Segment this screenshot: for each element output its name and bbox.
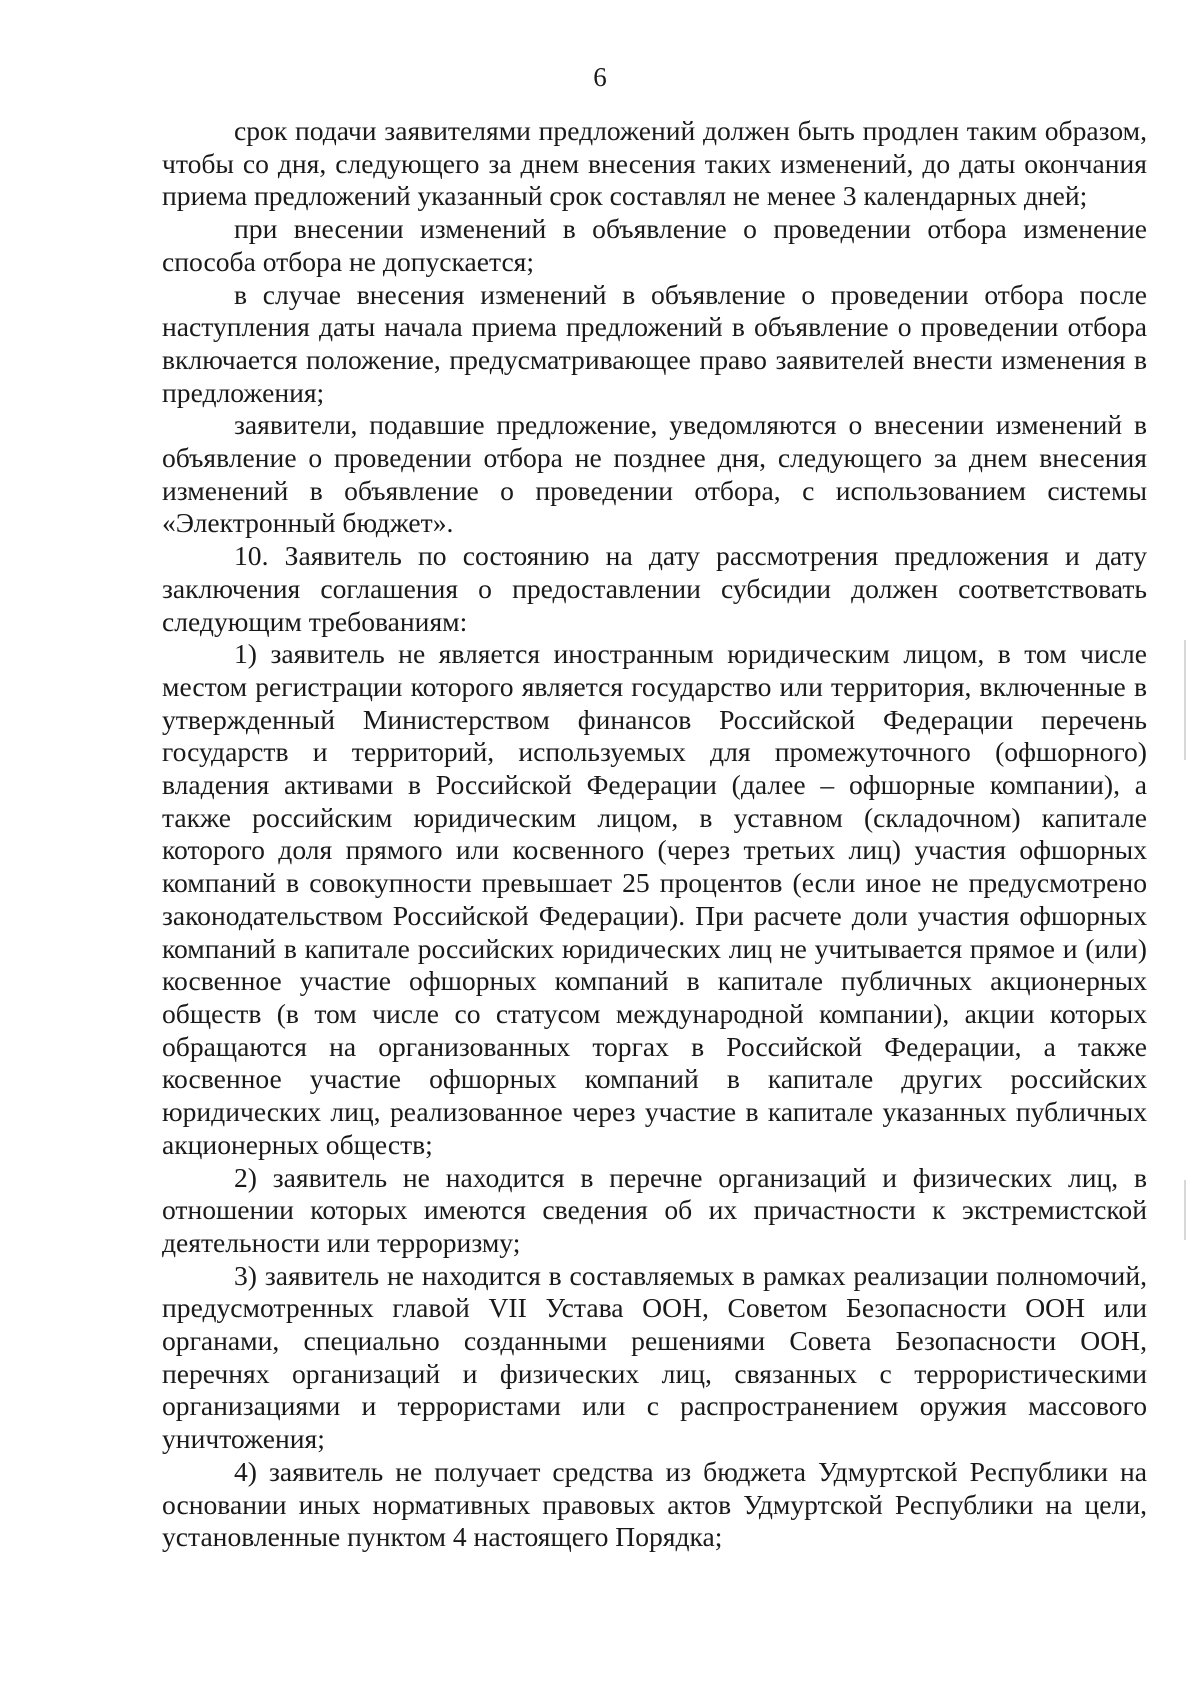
paragraph-requirement-3: 3) заявитель не находится в составляемых в рамках реализации полномочий, предусмотренных главой VII Устава ООН, Советом Безопасности ООН или органами, специально созданными решениями Совета Безопасности ООН, перечнях организаций и физических лиц, связанных с террористическими организациями и террористами или с распространением оружия массового уничтожения; — [162, 1259, 1147, 1455]
paragraph-requirement-2: 2) заявитель не находится в перечне организаций и физических лиц, в отношении которых имеются сведения об их причастности к экстремистской деятельности или терроризму; — [162, 1161, 1147, 1258]
scan-edge-mark — [1184, 1180, 1186, 1240]
paragraph-changes-after-start: в случае внесения изменений в объявление о проведении отбора после наступления даты начала приема предложений в объявление о проведении отбора включается положение, предусматривающее право заявителей внести изменения в предложения; — [162, 278, 1147, 408]
paragraph-requirement-1: 1) заявитель не является иностранным юридическим лицом, в том числе местом регистрации которого является государство или территория, включенные в утвержденный Министерством финансов Российской Федерации перечень государств и территорий, используемых для промежуточного (офшорного) владения активами в Российской Федерации (далее – офшорные компании), а также российским юридическим лицом, в уставном (складочном) капитале которого доля прямого или косвенного (через третьих лиц) участия офшорных компаний в совокупности превышает 25 процентов (если иное не предусмотрено законодательством Российской Федерации). При расчете доли участия офшорных компаний в капитале российских юридических лиц не учитывается прямое и (или) косвенное участие офшорных компаний в капитале публичных акционерных обществ (в том числе со статусом международной компании), акции которых обращаются на организованных торгах в Российской Федерации, а также косвенное участие офшорных компаний в капитале других российских юридических лиц, реализованное через участие в капитале указанных публичных акционерных обществ; — [162, 638, 1147, 1160]
paragraph-requirement-4: 4) заявитель не получает средства из бюджета Удмуртской Республики на основании иных нормативных правовых актов Удмуртской Республики на цели, установленные пунктом 4 настоящего Порядка; — [162, 1455, 1147, 1553]
page-number: 6 — [593, 62, 607, 92]
paragraph-applicant-notification: заявители, подавшие предложение, уведомляются о внесении изменений в объявление о проведении отбора не позднее дня, следующего за днем внесения изменений в объявление о проведении отбора, с использованием системы «Электронный бюджет». — [162, 409, 1147, 539]
paragraph-method-change: при внесении изменений в объявление о проведении отбора изменение способа отбора не допускается; — [162, 213, 1147, 277]
scan-edge-mark — [1184, 640, 1186, 760]
paragraph-item-10: 10. Заявитель по состоянию на дату рассмотрения предложения и дату заключения соглашения о предоставлении субсидии должен соответствовать следующим требованиям: — [162, 540, 1147, 637]
paragraph-deadline-extension: срок подачи заявителями предложений должен быть продлен таким образом, чтобы со дня, следующего за днем внесения таких изменений, до даты окончания приема предложений указанный срок составлял не менее 3 календарных дней; — [162, 115, 1147, 212]
document-body — [162, 115, 1147, 1554]
